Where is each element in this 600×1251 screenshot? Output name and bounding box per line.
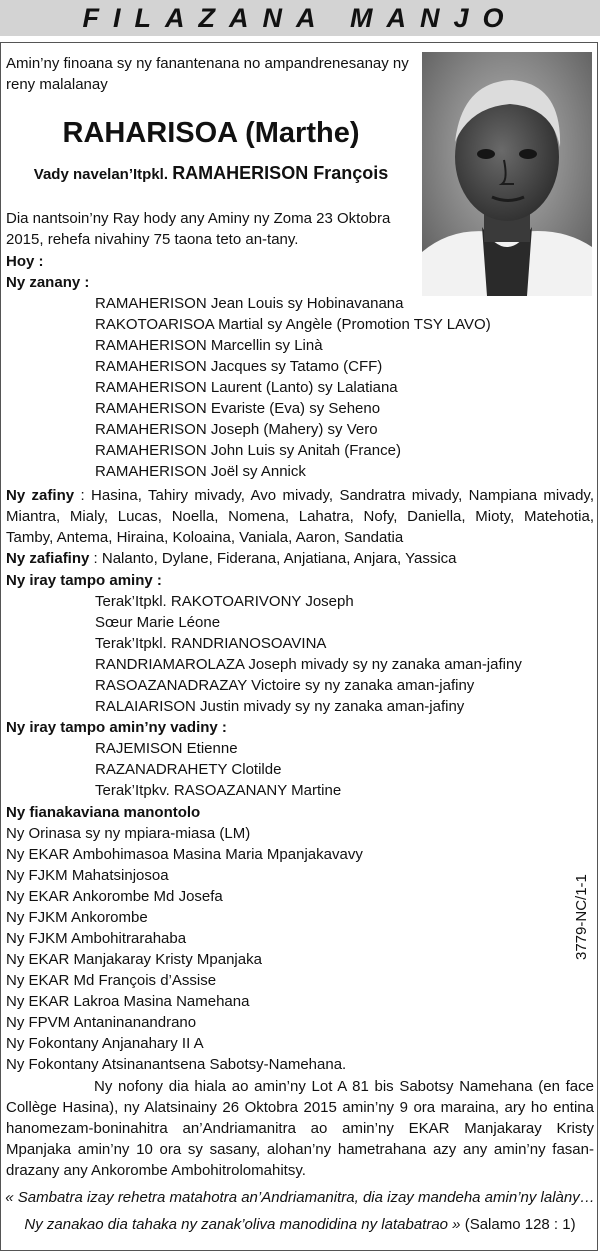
list-item: Ny FJKM Ambohitrarahaba [6, 930, 187, 947]
death-announcement: Dia nantsoin’ny Ray hody any Aminy ny Zoma 23 Oktobra 2015, rehefa nivahiny 75 taona teto an-tany. [6, 210, 391, 248]
list-item: Terak’Itpkl. RAKOTOARIVONY Joseph [95, 593, 354, 610]
quote-line-2 [0, 1214, 600, 1235]
list-item: Sœur Marie Léone [95, 614, 221, 631]
list-item: RANDRIAMAROLAZA Joseph mivady sy ny zanaka aman-jafiny [95, 656, 522, 673]
funeral-paragraph: Ny nofony dia hiala ao amin’ny Lot A 81 bis Sabotsy Namehana (en face Collège Hasina), ny Alatsinainy 26 Oktobra 2015 amin’ny 9 ora maraina, ary ho entina hanomezam-boninahitra an’Andriamanitra ao amin’ny EKAR Manjakaray Kristy Mpanjaka amin’ny 10 ora sy sasany, alohan’ny hametrahana azy any amin’ny fasan-drazany any Ankorombe Ambohitrolomahitsy. [6, 1078, 594, 1179]
list-item: RAMAHERISON Jean Louis sy Hobinavanana [95, 295, 404, 312]
children-label: Ny zanany : [6, 274, 90, 291]
children-list [95, 293, 491, 482]
quote-source: (Salamo 128 : 1) [464, 1216, 576, 1233]
list-item: RAMAHERISON Jacques sy Tatamo (CFF) [95, 358, 383, 375]
spouse-name: RAMAHERISON François [172, 163, 389, 183]
list-item: RAMAHERISON Evariste (Eva) sy Seheno [95, 400, 381, 417]
spouse-line [6, 163, 416, 184]
list-item: Ny FPVM Antaninanandrano [6, 1014, 197, 1031]
grandchildren-label: Ny zafiny [6, 487, 75, 504]
hoy-label: Hoy : [6, 253, 44, 270]
list-item: Ny EKAR Md François d’Assise [6, 972, 217, 989]
list-item: RAMAHERISON Joseph (Mahery) sy Vero [95, 421, 378, 438]
quote-line-1: « Sambatra izay rehetra matahotra an’Andriamanitra, dia izay mandeha amin’ny lalàny… [5, 1189, 595, 1206]
deceased-name: RAHARISOA (Marthe) [62, 117, 360, 149]
extended-family-label: Ny fianakaviana manontolo [6, 804, 201, 821]
list-item: RAMAHERISON Marcellin sy Linà [95, 337, 323, 354]
list-item: Ny EKAR Ankorombe Md Josefa [6, 888, 223, 905]
spouse-siblings-list [95, 738, 341, 801]
list-item: Terak’Itpkv. RASOAZANANY Martine [95, 782, 342, 799]
header-title: FILAZANA MANJO [0, 0, 600, 36]
list-item: RAMAHERISON John Luis sy Anitah (France) [95, 442, 401, 459]
reference-code: 3779-NC/1-1 [573, 874, 590, 960]
list-item: Ny Fokontany Atsinanantsena Sabotsy-Namehana. [6, 1056, 347, 1073]
portrait-image [422, 52, 592, 296]
list-item: RAJEMISON Etienne [95, 740, 238, 757]
list-item: RAZANADRAHETY Clotilde [95, 761, 282, 778]
list-item: Ny EKAR Lakroa Masina Namehana [6, 993, 250, 1010]
list-item: RAMAHERISON Laurent (Lanto) sy Lalatiana [95, 379, 398, 396]
list-item: RASOAZANADRAZAY Victoire sy ny zanaka aman-jafiny [95, 677, 475, 694]
list-item: Ny EKAR Manjakaray Kristy Mpanjaka [6, 951, 262, 968]
great-grandchildren-paragraph [6, 548, 594, 569]
list-item: Ny FJKM Mahatsinjosoa [6, 867, 169, 884]
quote-text: Ny zanakao dia tahaka ny zanak’oliva manodidina ny latabatrao » [24, 1216, 461, 1233]
list-item: Ny EKAR Ambohimasoa Masina Maria Mpanjakavavy [6, 846, 363, 863]
extended-family-list [6, 823, 363, 1075]
intro-text: Amin’ny finoana sy ny fanantenana no ampandrenesanay ny reny malalanay [6, 55, 409, 93]
list-item: Terak’Itpkl. RANDRIANOSOAVINA [95, 635, 327, 652]
siblings-list [95, 591, 522, 717]
grandchildren-paragraph [6, 485, 594, 548]
siblings-label: Ny iray tampo aminy : [6, 572, 162, 589]
list-item: RAKOTOARISOA Martial sy Angèle (Promotion TSY LAVO) [95, 316, 491, 333]
great-grandchildren-names: : Nalanto, Dylane, Fiderana, Anjatiana, Anjara, Yassica [93, 550, 457, 567]
list-item: Ny Fokontany Anjanahary II A [6, 1035, 204, 1052]
great-grandchildren-label: Ny zafiafiny [6, 550, 90, 567]
spouse-siblings-label: Ny iray tampo amin’ny vadiny : [6, 719, 227, 736]
spouse-prefix: Vady navelan’Itpkl. [33, 166, 169, 183]
list-item: RALAIARISON Justin mivady sy ny zanaka aman-jafiny [95, 698, 465, 715]
portrait-photo [422, 52, 592, 296]
grandchildren-names: : Hasina, Tahiry mivady, Avo mivady, Sandratra mivady, Nampiana mivady, Miantra, Mialy, Lucas, Noella, Nomena, Lahatra, Nofy, Daniella, Mioty, Matehotia, Tamby, Antema, Hiraina, Koloaina, Vaniala, Aaron, Sandatia [6, 487, 594, 546]
list-item: Ny FJKM Ankorombe [6, 909, 148, 926]
list-item: Ny Orinasa sy ny mpiara-miasa (LM) [6, 825, 251, 842]
list-item: RAMAHERISON Joël sy Annick [95, 463, 306, 480]
